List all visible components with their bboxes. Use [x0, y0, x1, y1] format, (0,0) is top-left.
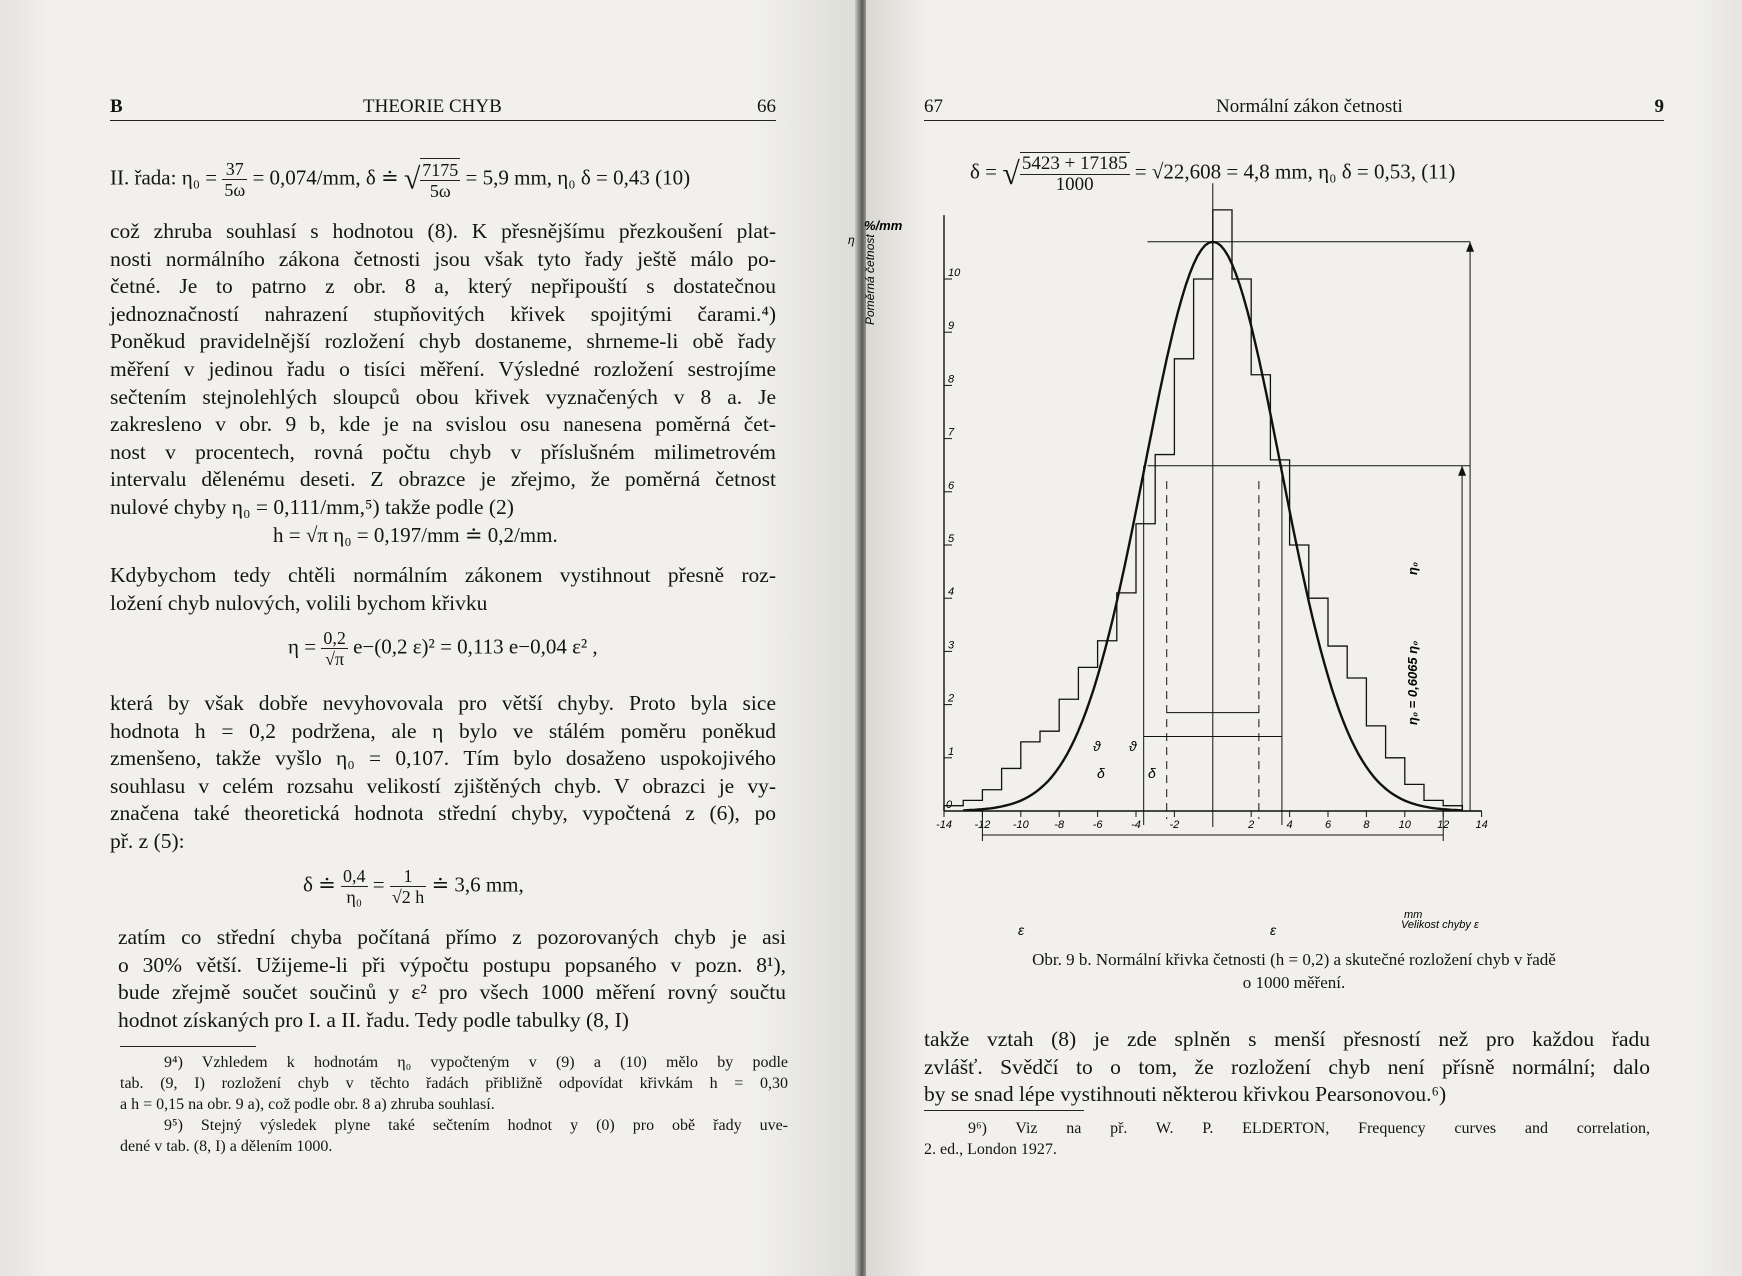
y-unit-label: %/mm [864, 218, 903, 233]
y-axis-label: Poměrná četnost [863, 234, 877, 325]
x-tick-label: 10 [1398, 819, 1411, 831]
running-title: Normální zákon četnosti [1216, 96, 1403, 117]
text-line: nosti normálního zákona četnosti jsou však tyto řady ještě málo po- [110, 246, 776, 271]
footnote-rule [120, 1046, 256, 1047]
x-tick-label: -10 [1012, 819, 1029, 831]
running-title: THEORIE CHYB [363, 96, 502, 117]
y-tick-label: 2 [948, 692, 955, 705]
figure-9b-chart [848, 200, 1546, 940]
eps-left-label: ε [1018, 922, 1025, 938]
frac-den: 5ω [429, 181, 451, 201]
x-tick-label: 12 [1437, 819, 1450, 831]
caption-line: o 1000 měření. [1242, 973, 1346, 992]
theta-right-label: ϑ [1129, 738, 1137, 754]
x-tick-label: 8 [1363, 819, 1370, 831]
equation-h: h = √π η₀ = 0,197/mm ≐ 0,2/mm. [273, 523, 558, 547]
x-unit-label: mm [1404, 909, 1423, 921]
eq-rhs: e−(0,2 ε)² = 0,113 e−0,04 ε² , [353, 634, 598, 659]
text-line: Poněkud pravidelnější rozložení chyb dostaneme, shrneme-li obě řady [110, 329, 776, 354]
y-tick-label: 8 [948, 373, 955, 386]
left-page [0, 0, 858, 1276]
text-line: četné. Je to patrno z obr. 8 a, který nepřipouští s dostatečnou [110, 274, 776, 299]
frac-den: 5ω [224, 180, 246, 200]
chart-marks [936, 183, 1488, 841]
footnotes-right [924, 1118, 1650, 1160]
footnote-line: tab. (9, I) rozložení chyb v těchto řadách přibližně odpovídat křivkám h = 0,30 [120, 1075, 788, 1092]
footnote-rule [924, 1110, 1084, 1111]
eq-lhs: δ = [970, 159, 997, 184]
x-tick-label: -14 [936, 819, 952, 831]
y-tick-label: 3 [948, 639, 955, 652]
text-line: takže vztah (8) je zde splněn s menší přesností než pro každou řadu [924, 1027, 1650, 1051]
eq-lhs: η = [288, 634, 317, 659]
text-line: nost v procentech, rovná počtu chyb v příslušném milimetrovém [110, 439, 776, 464]
paragraph-right [924, 1026, 1650, 1109]
fraction-1 [390, 866, 426, 907]
y-tick-label: 7 [948, 426, 955, 439]
frac-den: √2 h [391, 887, 425, 907]
text-line: Kdybychom tedy chtěli normálním zákonem vystihnout přesně roz- [110, 563, 776, 587]
fraction-eta [321, 628, 348, 669]
text-line: o 30% větší. Užijeme-li při výpočtu postupu popsaného v pozn. 8¹), [118, 952, 786, 977]
x-tick-label: 14 [1475, 819, 1488, 831]
page-number: 67 [924, 96, 943, 117]
caption-line: Obr. 9 b. Normální křivka četnosti (h = 0,2) a skutečné rozložení chyb v řadě [1032, 950, 1556, 969]
text-line: př. z (5): [110, 828, 185, 853]
fraction-7175 [420, 158, 460, 201]
eq-sign: = [372, 872, 385, 897]
text-line: zatím co střední chyba počítaná přímo z pozorovaných chyb je asi [118, 925, 786, 949]
frac-den: η₀ [346, 887, 363, 907]
delta-left-label: δ [1097, 765, 1105, 781]
theta-left-label: ϑ [1093, 738, 1101, 754]
footnote-line: 9⁶) Viz na př. W. P. ELDERTON, Frequency curves and correlation, [968, 1120, 1650, 1137]
figure-caption [924, 948, 1664, 994]
footnote-line: 9⁴) Vzhledem k hodnotám η₀ vypočteným v (9) a (10) mělo by podle [164, 1054, 788, 1071]
text-line: hodnota h = 0,2 podržena, ale η bylo ve stálém poměru poněkud [110, 718, 776, 743]
text-line: což zhruba souhlasí s hodnotou (8). K přesnějšímu přezkoušení plat- [110, 219, 776, 243]
x-tick-label: -4 [1131, 819, 1141, 831]
frac-num: 37 [222, 159, 247, 180]
frac-den: 1000 [1055, 174, 1094, 195]
text-line: zvlášť. Svědčí to o tom, že rozložení chyb není přísně normální; dalo [924, 1054, 1650, 1079]
arrowhead [1466, 242, 1474, 252]
y-tick-label: 10 [948, 267, 961, 279]
x-tick-label: 2 [1248, 819, 1255, 831]
right-page-header [924, 94, 1664, 121]
x-axis-label: Velikost chyby ε [1401, 919, 1479, 931]
eq-mid: = 0,074/mm, δ ≐ [252, 165, 399, 190]
text-line: by se snad lépe vystihnouti některou křivkou Pearsonovou.⁶) [924, 1082, 1447, 1107]
text-line: zakresleno v obr. 9 b, kde je na svislou osu nanesena poměrná čet- [110, 412, 776, 437]
y-tick-label: 4 [948, 586, 955, 599]
x-tick-label: -12 [974, 819, 991, 831]
eq-rhs: ≐ 3,6 mm, [431, 872, 524, 897]
x-tick-label: -6 [1092, 819, 1103, 831]
eta-annotation: η₀ = 0,6065 η₀ [1405, 640, 1420, 725]
eq-lhs: δ ≐ [303, 872, 336, 897]
paragraph-1 [110, 218, 776, 522]
eq-rhs: = √22,608 = 4,8 mm, η₀ δ = 0,53, (11) [1134, 159, 1456, 184]
footnote-line: dené v tab. (8, I) a dělením 1000. [120, 1138, 333, 1155]
text-line: bude zřejmě součet součinů y ε² pro všech 1000 měření rovný součtu [118, 980, 786, 1005]
equation-series-2 [110, 158, 690, 201]
y-tick-label: 5 [948, 533, 955, 545]
text-line: sečtením stejnolehlých sloupců obou křivek vyznačených v 8 a. Je [110, 384, 776, 409]
x-tick-label: 4 [1286, 819, 1293, 831]
eq-suffix: = 5,9 mm, η₀ δ = 0,43 (10) [465, 165, 691, 190]
footnote-line: 9⁵) Stejný výsledek plyne také sečtením hodnot y (0) pro obě řady uve- [164, 1117, 788, 1134]
y-tick-label: 1 [948, 745, 955, 758]
y-tick-label: 0 [946, 799, 953, 811]
section-letter: B [110, 96, 123, 117]
radical-sign: √ [1002, 155, 1020, 191]
text-line: ložení chyb nulových, volili bychom křivku [110, 590, 488, 615]
x-tick-label: -2 [1169, 819, 1180, 831]
equation-eta [288, 628, 598, 669]
delta-right-label: δ [1148, 765, 1156, 781]
y-eta-label: η [848, 233, 855, 247]
y-tick-label: 9 [948, 320, 955, 333]
frac-num: 0,2 [323, 628, 346, 648]
text-line: měření v jedinou řadu o tisíci měření. Výsledné rozložení sestrojíme [110, 356, 776, 381]
page-number: 66 [757, 96, 776, 117]
fraction-04 [341, 866, 368, 907]
footnote-line: a h = 0,15 na obr. 9 a), což podle obr. 8 a) zhruba souhlasí. [120, 1096, 495, 1113]
text-line: jednoznačností nahrazení stupňovitých křivek spojitými čarami.⁴) [110, 301, 776, 326]
text-line: značena také theoretická hodnota střední chyby, vypočtená z (6), po [110, 801, 776, 826]
paragraph-3 [110, 690, 776, 856]
x-tick-label: 6 [1324, 819, 1332, 831]
paragraph-4 [118, 924, 786, 1034]
text-line: nulové chyby η₀ = 0,111/mm,⁵) takže podle (2) [110, 494, 514, 519]
paragraph-2 [110, 562, 776, 617]
text-line: souhlasu v celém rozsahu velikostí zjištěných chyb. V obrazci je vy- [110, 773, 776, 798]
arrowhead [1458, 466, 1466, 476]
y-tick-label: 6 [948, 479, 955, 492]
frac-num: 1 [390, 866, 426, 887]
frac-den: √π [325, 649, 345, 669]
footnotes-left [120, 1052, 788, 1157]
text-line: která by však dobře nevyhovovala pro větší chyby. Proto byla sice [110, 691, 776, 715]
text-line: zmenšeno, takže vyšlo η₀ = 0,107. Tím bylo dosaženo uspokojivého [110, 746, 776, 771]
text-line: hodnot získaných pro I. a II. řadu. Tedy podle tabulky (8, I) [118, 1007, 629, 1032]
footnote-line: 2. ed., London 1927. [924, 1141, 1057, 1158]
eps-right-label: ε [1270, 922, 1277, 938]
left-page-header [110, 94, 776, 121]
frac-num: 0,4 [343, 866, 366, 886]
equation-delta [303, 866, 524, 907]
eta-max-label: η₀ [1405, 561, 1420, 575]
eq-prefix: II. řada: η₀ = [110, 165, 218, 190]
x-tick-label: -8 [1054, 819, 1065, 831]
section-number: 9 [1654, 96, 1664, 117]
fraction-sum [1020, 152, 1130, 195]
fraction-37 [222, 159, 247, 200]
text-line: intervalu dělenému deseti. Z obrazce je zřejmo, že poměrná četnost [110, 467, 776, 492]
frac-num: 7175 [422, 160, 459, 180]
right-page [848, 0, 1742, 1276]
radical-sign: √ [403, 162, 421, 196]
frac-num: 5423 + 17185 [1021, 153, 1128, 174]
